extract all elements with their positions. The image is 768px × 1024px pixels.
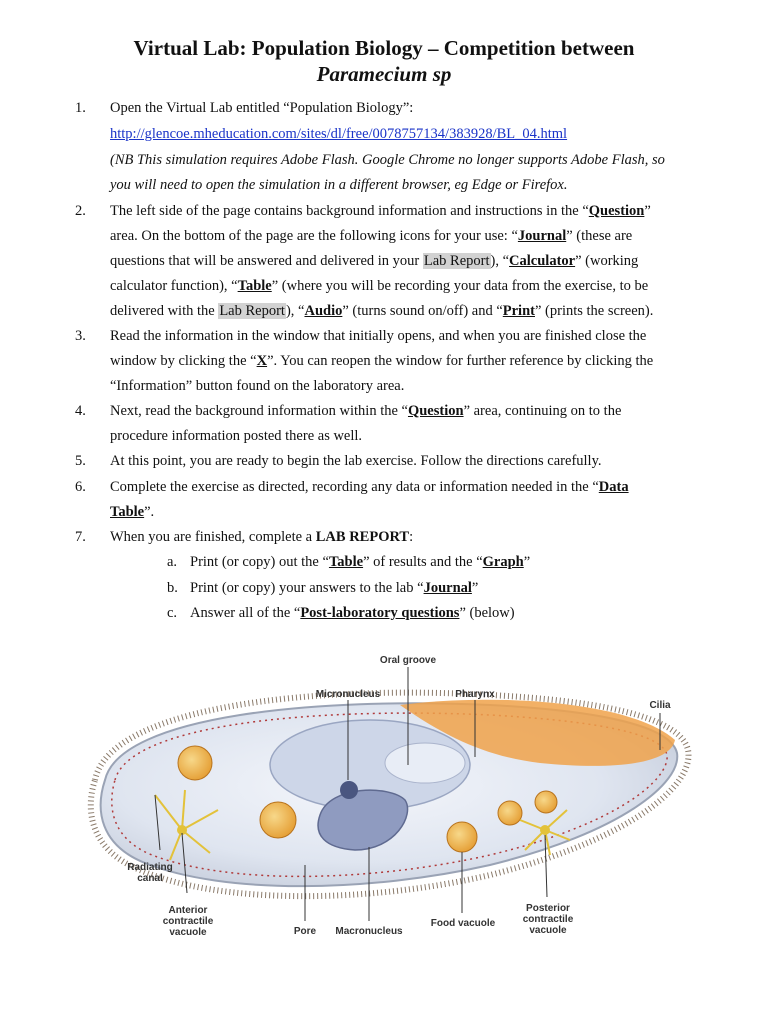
document-subtitle: Paramecium sp — [316, 62, 452, 86]
step3-line2: window by clicking the “X”. You can reopen the window for further reference by clicking the — [110, 353, 654, 369]
highlight-lab-report-2: Lab Report — [219, 303, 285, 319]
keyword-graph: Graph — [482, 554, 524, 570]
step-number-1: 1. — [75, 100, 86, 116]
label-posterior-1: Posterior — [526, 903, 570, 914]
substep-a-label: a. — [167, 554, 178, 570]
keyword-question: Question — [588, 203, 645, 219]
step-number-5: 5. — [75, 453, 86, 469]
keyword-table-2: Table — [328, 554, 364, 570]
substep-c: Answer all of the “Post-laboratory questions” (below) — [190, 605, 515, 621]
step6-line1: Complete the exercise as directed, recording any data or information needed in the “Data — [110, 479, 629, 495]
step4-line2: procedure information posted there as well. — [110, 428, 363, 444]
label-cilia: Cilia — [649, 700, 671, 711]
step1-text: Open the Virtual Lab entitled “Population Biology”: — [110, 100, 414, 116]
label-oral-groove: Oral groove — [379, 655, 437, 666]
step7-line1: When you are finished, complete a LAB REPORT: — [110, 529, 414, 545]
step2-line4: calculator function), “Table” (where you will be recording your data from the exercise, to be — [110, 278, 649, 294]
step5-line1: At this point, you are ready to begin the lab exercise. Follow the directions carefully. — [110, 453, 602, 469]
step-number-7: 7. — [75, 529, 86, 545]
label-posterior-2: contractile — [522, 914, 574, 925]
step6-line2: Table”. — [110, 504, 155, 520]
label-food-vacuole: Food vacuole — [430, 918, 496, 929]
step3-line1: Read the information in the window that initially opens, and when you are finished close the — [110, 328, 647, 344]
step1-link[interactable] — [110, 122, 567, 147]
keyword-print: Print — [502, 303, 535, 319]
label-anterior-2: contractile — [162, 916, 214, 927]
food-vacuole-1 — [178, 746, 212, 780]
step1-note-line2: you will need to open the simulation in a different browser, eg Edge or Firefox. — [110, 177, 568, 193]
keyword-journal: Journal — [517, 228, 567, 244]
step-number-3: 3. — [75, 328, 86, 344]
substep-c-label: c. — [167, 605, 178, 621]
substep-b-label: b. — [167, 580, 178, 596]
step2-line5: delivered with the Lab Report), “Audio” (turns sound on/off) and “Print” (prints the screen). — [110, 303, 654, 319]
food-vacuole-3 — [447, 822, 477, 852]
step2-line1: The left side of the page contains background information and instructions in the “Question” — [110, 203, 651, 219]
food-vacuole-2 — [260, 802, 296, 838]
keyword-question-2: Question — [407, 403, 464, 419]
micronucleus-dot — [340, 781, 358, 799]
pharynx-shape — [385, 743, 465, 783]
label-pharynx: Pharynx — [455, 689, 495, 700]
food-vacuole-5 — [535, 791, 557, 813]
substep-a: Print (or copy) out the “Table” of results and the “Graph” — [190, 554, 531, 570]
step-number-2: 2. — [75, 203, 86, 219]
label-anterior-1: Anterior — [168, 905, 208, 916]
label-micronucleus: Micronucleus — [315, 689, 381, 700]
keyword-calculator: Calculator — [509, 253, 576, 269]
step4-line1: Next, read the background information within the “Question” area, continuing on to the — [110, 403, 622, 419]
food-vacuole-4 — [498, 801, 522, 825]
step-number-4: 4. — [75, 403, 86, 419]
step3-line3: “Information” button found on the laboratory area. — [110, 378, 405, 394]
step2-line3: questions that will be answered and delivered in your Lab Report), “Calculator” (working — [110, 253, 639, 269]
lab-url-link[interactable]: http://glencoe.mheducation.com/sites/dl/free/0078757134/383928/BL_04.html — [110, 126, 568, 142]
label-pore: Pore — [293, 926, 317, 937]
label-radiating-canal-2: canal — [137, 873, 163, 884]
step-number-6: 6. — [75, 479, 86, 495]
keyword-data-table: Table — [110, 504, 145, 520]
keyword-audio: Audio — [304, 303, 343, 319]
document-title: Virtual Lab: Population Biology – Competition between — [133, 36, 635, 60]
paramecium-diagram — [70, 645, 700, 945]
label-anterior-3: vacuole — [169, 927, 207, 938]
keyword-data: Data — [598, 479, 629, 495]
substep-b: Print (or copy) your answers to the lab “Journal” — [190, 580, 479, 596]
keyword-journal-2: Journal — [423, 580, 472, 596]
label-macronucleus: Macronucleus — [335, 926, 403, 937]
step2-line2: area. On the bottom of the page are the following icons for your use: “Journal” (these are — [110, 228, 633, 244]
step1-note-line1: (NB This simulation requires Adobe Flash. Google Chrome no longer supports Adobe Flash, so — [110, 152, 665, 168]
keyword-x: X — [256, 353, 268, 369]
label-posterior-3: vacuole — [529, 925, 567, 936]
keyword-post-lab-questions: Post-laboratory questions — [300, 605, 460, 621]
keyword-table: Table — [237, 278, 272, 294]
label-radiating-canal-1: Radiating — [127, 862, 173, 873]
keyword-lab-report: LAB REPORT — [315, 529, 410, 545]
highlight-lab-report: Lab Report — [423, 253, 490, 269]
